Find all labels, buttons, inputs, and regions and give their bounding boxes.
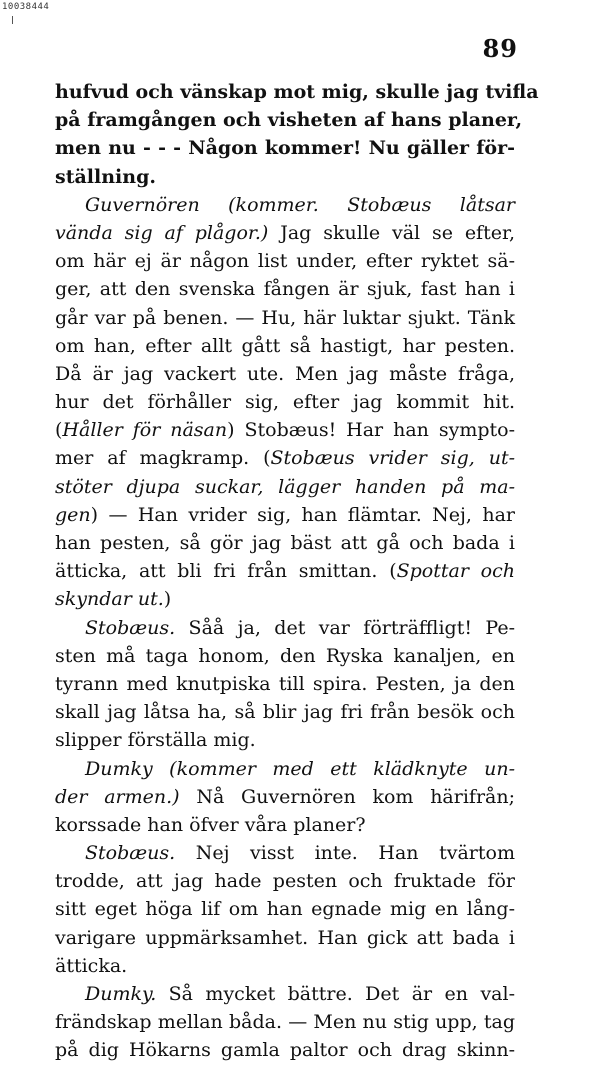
- text-segment: ): [163, 588, 172, 611]
- text-segment: (: [55, 419, 63, 442]
- text-segment: Jag skulle väl se efter,: [268, 221, 516, 244]
- text-line: [55, 755, 515, 783]
- text-segment: hur det förhåller sig, efter jag kommit hit.: [55, 391, 515, 414]
- text-segment: Dumky (kommer med ett klädknyte un-: [85, 757, 515, 780]
- text-line: [55, 980, 515, 1008]
- text-line: [55, 1036, 515, 1064]
- text-segment: gen: [55, 503, 91, 526]
- text-segment: ) — Han vrider sig, han flämtar. Nej, har: [90, 503, 515, 526]
- text-line: [55, 670, 515, 698]
- text-line: [55, 698, 515, 726]
- text-segment: skyndar ut.: [55, 588, 164, 611]
- text-segment: Dumky.: [85, 983, 157, 1005]
- page-number: 89: [482, 34, 518, 63]
- text-segment: stöter djupa suckar, lägger handen på ma-: [55, 475, 515, 498]
- text-line: [55, 247, 515, 275]
- text-segment: om han, efter allt gått så hastigt, har pesten.: [55, 334, 515, 357]
- text-line: [55, 839, 515, 867]
- text-segment: om här ej är någon list under, efter ryktet sä-: [55, 250, 515, 273]
- text-segment: Spottar och: [396, 560, 515, 583]
- text-segment: Så mycket bättre. Det är en val-: [156, 983, 515, 1005]
- text-line: [55, 924, 515, 952]
- text-segment: Nå Guvernören kom härifrån;: [179, 785, 515, 808]
- text-line: [55, 529, 515, 557]
- text-segment: Guvernören (kommer. Stobæus låtsar: [85, 193, 515, 216]
- text-line: [55, 867, 515, 895]
- text-segment: på framgången och visheten af hans planer,: [55, 109, 523, 132]
- text-segment: går var på benen. — Hu, här luktar sjukt. Tänk: [55, 306, 515, 329]
- text-segment: der armen.): [55, 785, 180, 808]
- text-line: [55, 388, 515, 416]
- text-line: [55, 642, 515, 670]
- scan-id: 10038444: [2, 2, 50, 12]
- text-line: [55, 473, 515, 501]
- text-segment: korssade han öfver våra planer?: [55, 813, 366, 836]
- text-line: [55, 501, 515, 529]
- text-segment: tyrann med knutpiska till spira. Pesten, ja den: [55, 672, 515, 695]
- text-segment: Såå ja, det var förträffligt! Pe-: [175, 616, 515, 639]
- text-line: [55, 360, 515, 388]
- text-line: [55, 614, 515, 642]
- text-line: [55, 332, 515, 360]
- text-segment: ställning.: [55, 165, 156, 188]
- text-segment: sten må taga honom, den Ryska kanaljen, en: [55, 644, 515, 667]
- text-segment: men nu - - - Någon kommer! Nu gäller för-: [55, 137, 515, 160]
- text-segment: Stobæus.: [85, 616, 176, 639]
- text-segment: ätticka, att bli fri från smittan. (: [55, 560, 397, 583]
- text-line: [55, 275, 515, 303]
- text-segment: skall jag låtsa ha, så blir jag fri från besök och: [55, 701, 515, 724]
- text-line: [55, 783, 515, 811]
- text-segment: ger, att den svenska fången är sjuk, fast han i: [55, 278, 515, 301]
- text-segment: Stobæus vrider sig, ut-: [270, 447, 515, 470]
- margin-mark: [12, 16, 13, 24]
- text-segment: mer af magkramp. (: [55, 447, 271, 470]
- text-line: [55, 557, 515, 585]
- text-segment: vända sig af plågor.): [55, 221, 269, 244]
- text-line: [55, 416, 515, 444]
- text-line: [55, 191, 515, 219]
- text-segment: Nej visst inte. Han tvärtom: [175, 842, 515, 865]
- text-segment: sitt eget höga lif om han egnade mig en lång-: [55, 898, 515, 921]
- text-line: [55, 895, 515, 923]
- text-line: [55, 78, 539, 106]
- text-segment: på dig Hökarns gamla paltor och drag skinn-: [55, 1039, 515, 1062]
- text-segment: frändskap mellan båda. — Men nu stig upp, tag: [55, 1011, 515, 1034]
- text-line: [55, 304, 515, 332]
- text-line: [55, 444, 515, 472]
- text-segment: Håller för näsan: [62, 419, 228, 442]
- text-line: [55, 163, 515, 191]
- text-segment: ) Stobæus! Har han sympto-: [227, 419, 515, 442]
- text-segment: ätticka.: [55, 954, 128, 977]
- text-line: [55, 134, 515, 162]
- text-line: [55, 585, 515, 613]
- text-segment: trodde, att jag hade pesten och fruktade för: [55, 870, 515, 893]
- text-segment: hufvud och vänskap mot mig, skulle jag tvifla: [55, 81, 539, 103]
- text-line: [55, 726, 515, 754]
- text-line: [55, 1008, 515, 1036]
- text-segment: Stobæus.: [85, 842, 176, 865]
- text-segment: han pesten, så gör jag bäst att gå och bada i: [55, 532, 515, 554]
- text-line: [55, 952, 515, 980]
- text-line: [55, 811, 515, 839]
- text-line: [55, 106, 523, 134]
- text-segment: Då är jag vackert ute. Men jag måste fråga,: [55, 362, 515, 385]
- text-line: [55, 219, 515, 247]
- page-text: [55, 78, 539, 1065]
- text-segment: varigare uppmärksamhet. Han gick att bada i: [55, 926, 515, 949]
- text-segment: slipper förställa mig.: [55, 729, 256, 752]
